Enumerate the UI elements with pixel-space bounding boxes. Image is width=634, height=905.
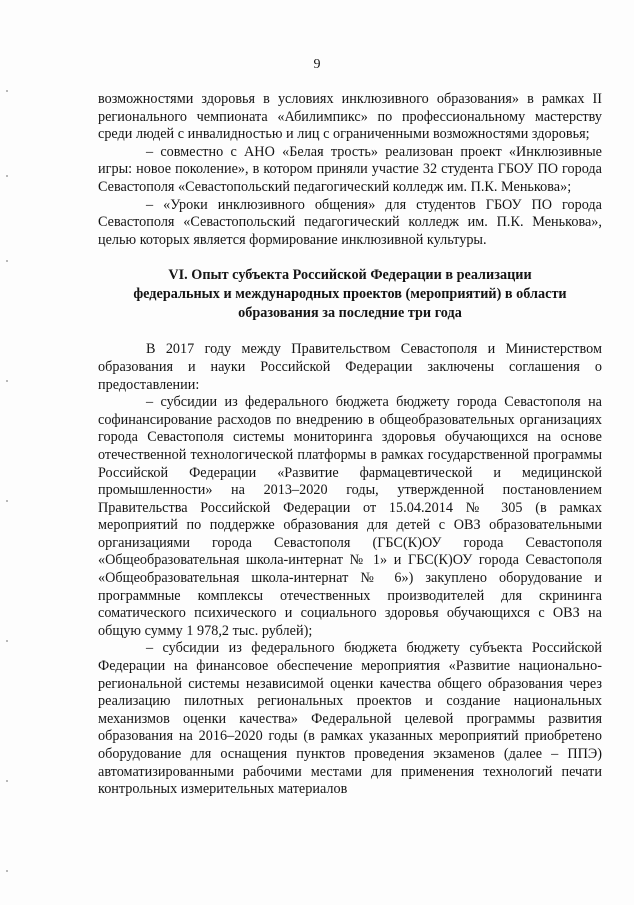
section-heading xyxy=(98,266,602,323)
paragraph: В 2017 году между Правительством Севастополя и Министерством образования и науки Российской Федерации заключены соглашения о предоставлении: xyxy=(98,341,602,393)
section-heading-line: федеральных и международных проектов (мероприятий) в области xyxy=(133,286,567,303)
page-number: 9 xyxy=(313,57,321,72)
paragraph: возможностями здоровья в условиях инклюзивного образования» в рамках II регионального чемпионата «Абилимпикс» по профессиональному мастерству среди людей с инвалидностью и лиц с ограниченными возможностями здоровья; xyxy=(98,91,602,143)
paragraph: – совместно с АНО «Белая трость» реализован проект «Инклюзивные игры: новое поколение», в котором приняли участие 32 студента ГБОУ ПО города Севастополя «Севастопольский педагогический колледж им. П.К. Менькова»; xyxy=(98,143,602,195)
paragraph: – субсидии из федерального бюджета бюджету субъекта Российской Федерации на финансовое обеспечение мероприятия «Развитие национально-региональной системы независимой оценки качества общего образования через реализацию пилотных региональных проектов и создание национальных механизмов оценки качества» Федеральной целевой программы развития образования на 2016–2020 годы (в рамках указанных мероприятий приобретено оборудование для оснащения пунктов проведения экзаменов (далее – ППЭ) автоматизированными рабочими местами для применения технологий печати контрольных измерительных материалов xyxy=(98,640,602,798)
scan-margin-marks xyxy=(6,80,9,900)
section-heading-line: VI. Опыт субъекта Российской Федерации в реализации xyxy=(168,267,532,284)
paragraph: – субсидии из федерального бюджета бюджету города Севастополя на софинансирование расходов по внедрению в общеобразовательных организациях города Севастополя системы мониторинга здоровья обучающихся на основе отечественной технологической платформы в рамках государственной программы Российской Федерации «Развитие фармацевтической и медицинской промышленности» на 2013–2020 годы, утвержденной постановлением Правительства Российской Федерации от 15.04.2014 № 305 (в рамках мероприятий по поддержке образования для детей с ОВЗ образовательными организациями города Севастополя (ГБС(К)ОУ города Севастополя «Общеобразовательная школа-интернат № 1» и ГБС(К)ОУ города Севастополя «Общеобразовательная школа-интернат № 6») закуплено оборудование и программные комплексы отечественных производителей для скрининга соматического психического и социального здоровья обучающихся с ОВЗ на общую сумму 1 978,2 тыс. рублей); xyxy=(98,394,602,639)
section-heading-line: образования за последние три года xyxy=(238,305,462,322)
paragraph: – «Уроки инклюзивного общения» для студентов ГБОУ ПО города Севастополя «Севастопольский педагогический колледж им. П.К. Менькова», целью которых является формирование инклюзивной культуры. xyxy=(98,196,602,248)
document-body xyxy=(98,91,602,799)
